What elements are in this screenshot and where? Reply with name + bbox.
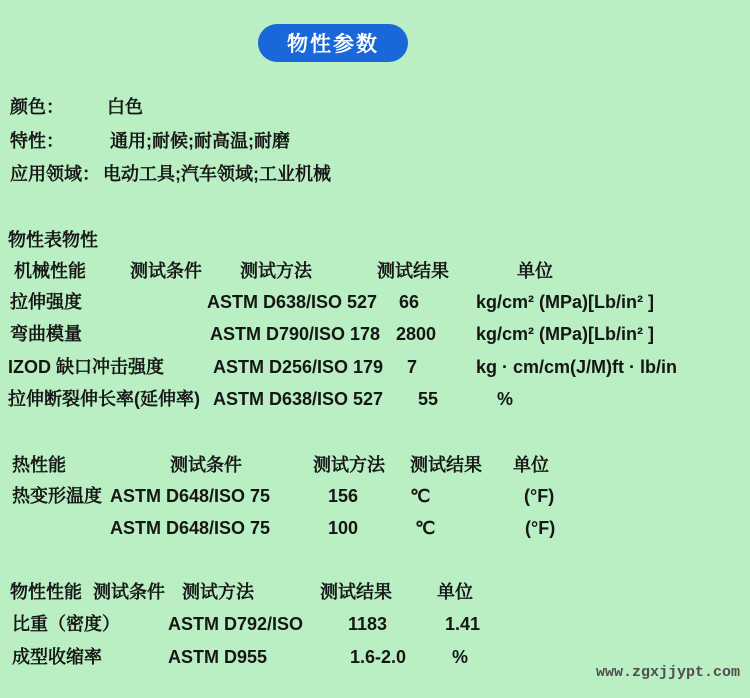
watermark-url: www.zgxjjypt.com (595, 664, 740, 681)
mech-row-unit: kg/cm² (MPa)[Lb/in² ] (476, 324, 654, 344)
mech-row-name: IZOD 缺口冲击强度 (8, 357, 164, 377)
info-label-features: 特性： (10, 131, 64, 151)
physical-row-name: 比重（密度） (12, 614, 120, 634)
mech-row-method: ASTM D638/ISO 527 (213, 389, 384, 409)
mech-row-result: 66 (399, 292, 420, 312)
thermal-row-name: 热变形温度 (12, 486, 102, 506)
physical-header-result: 测试结果 (320, 582, 392, 602)
thermal-header-result: 测试结果 (410, 455, 482, 475)
physical-row-method: ASTM D955 (168, 647, 268, 667)
thermal-row-method: 100 (328, 518, 359, 538)
thermal-row-unit: (°F) (524, 486, 555, 506)
info-value-applications: 电动工具;汽车领域;工业机械 (103, 164, 331, 184)
info-value-features: 通用;耐候;耐高温;耐磨 (110, 131, 290, 151)
mech-row-name: 拉伸强度 (10, 292, 82, 312)
info-label-applications: 应用领域： (10, 164, 100, 184)
mech-row-unit: % (497, 389, 514, 409)
physical-header-method: 测试方法 (182, 582, 254, 602)
thermal-row-result: ℃ (410, 486, 431, 506)
physical-row-result: 1183 (348, 614, 388, 634)
mech-row-method: ASTM D256/ISO 179 (213, 357, 384, 377)
physical-row-result: 1.6-2.0 (350, 647, 407, 667)
mech-row-unit: kg · cm/cm(J/M)ft · lb/in (476, 357, 678, 377)
physical-header-condition: 测试条件 (93, 582, 165, 602)
mech-row-name: 拉伸断裂伸长率(延伸率) (8, 389, 200, 409)
mech-row-name: 弯曲模量 (10, 324, 82, 344)
mech-row-method: ASTM D638/ISO 527 (207, 292, 378, 312)
thermal-row-result: ℃ (415, 518, 436, 538)
physical-row-unit: 1.41 (445, 614, 481, 634)
thermal-header-condition: 测试条件 (170, 455, 242, 475)
info-label-color: 颜色： (10, 97, 64, 117)
thermal-header-unit: 单位 (513, 455, 549, 475)
mech-row-result: 7 (407, 357, 418, 377)
info-value-color: 白色 (107, 97, 143, 117)
mech-header-unit: 单位 (517, 261, 553, 281)
physical-header-property: 物性性能 (10, 582, 82, 602)
thermal-row-condition: ASTM D648/ISO 75 (110, 518, 271, 538)
physical-row-unit: % (452, 647, 469, 667)
mech-header-condition: 测试条件 (130, 261, 202, 281)
mech-row-unit: kg/cm² (MPa)[Lb/in² ] (476, 292, 654, 312)
title-badge[interactable]: 物性参数 (258, 24, 408, 62)
thermal-row-unit: (°F) (525, 518, 556, 538)
thermal-header-property: 热性能 (12, 455, 66, 475)
physical-row-method: ASTM D792/ISO (168, 614, 304, 634)
mech-header-method: 测试方法 (240, 261, 312, 281)
thermal-row-condition: ASTM D648/ISO 75 (110, 486, 271, 506)
mech-row-result: 55 (418, 389, 439, 409)
thermal-header-method: 测试方法 (313, 455, 385, 475)
mech-row-result: 2800 (396, 324, 437, 344)
mech-row-method: ASTM D790/ISO 178 (210, 324, 381, 344)
mech-header-result: 测试结果 (377, 261, 449, 281)
mech-header-property: 机械性能 (14, 261, 86, 281)
thermal-row-method: 156 (328, 486, 359, 506)
physical-header-unit: 单位 (437, 582, 473, 602)
section-title: 物性表物性 (8, 230, 98, 250)
physical-row-name: 成型收缩率 (12, 647, 102, 667)
